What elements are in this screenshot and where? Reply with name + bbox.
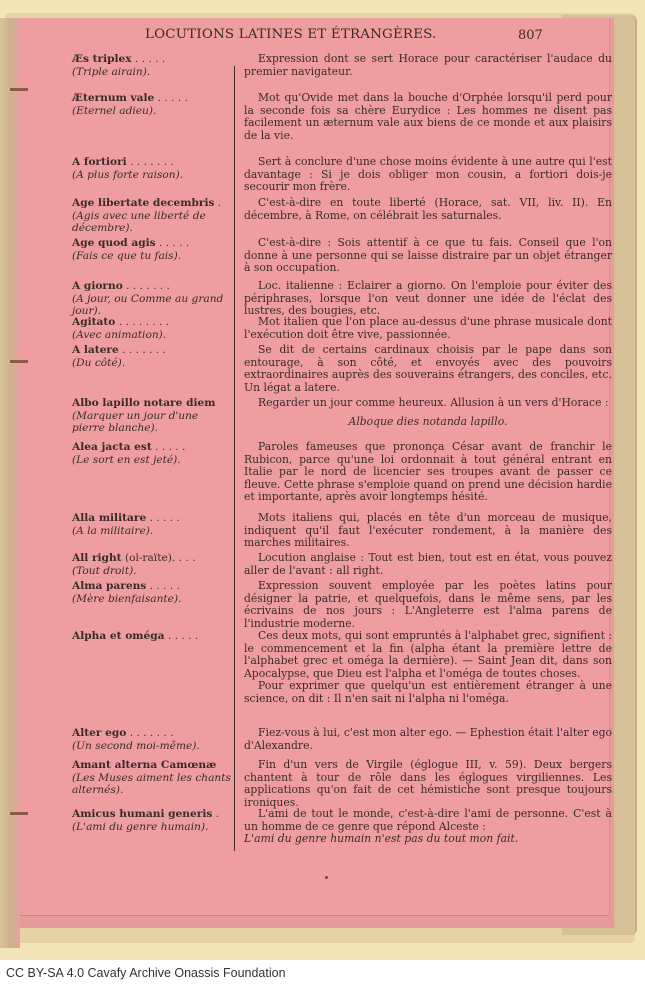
- binding-thread: [10, 88, 28, 91]
- running-header: LOCUTIONS LATINES ET ÉTRANGÈRES.: [145, 27, 437, 42]
- entry-definition: Regarder un jour comme heureux. Allusion à un vers d'Horace : Alboque dies notanda lapillo.: [244, 397, 612, 428]
- ink-speck: [325, 876, 328, 879]
- entry-definition: Ces deux mots, qui sont empruntés à l'alphabet grec, signifient : le commencement et la fin (alpha étant la première lettre de l'alphabet grec et oméga la dernière). — Saint Jean dit, dans son Apocalypse, que Dieu est l'alpha et l'oméga de toutes choses. Pour exprimer que quelqu'un est entièrement étranger à une science, on dit : Il n'en sait ni l'alpha ni l'oméga.: [244, 629, 612, 705]
- entry-definition: Mot italien que l'on place au-dessus d'une phrase musicale dont l'exécution doit être vive, passionnée.: [244, 315, 612, 341]
- entry-term: A giorno . . . . . . . (A jour, ou Comme au grand jour).: [72, 280, 224, 317]
- entry-term: Albo lapillo notare diem (Marquer un jour d'une pierre blanche).: [72, 397, 216, 434]
- entry-term: All right (ol-raïte). . . . (Tout droit).: [72, 552, 196, 577]
- entry-definition: Locution anglaise : Tout est bien, tout est en état, vous pouvez aller de l'avant : all right.: [244, 551, 612, 577]
- binding-thread: [10, 360, 28, 363]
- image-credit: CC BY-SA 4.0 Cavafy Archive Onassis Foundation: [6, 966, 286, 980]
- entry-term: A latere . . . . . . . (Du côté).: [72, 344, 166, 369]
- entry-definition: Expression souvent employée par les poètes latins pour désigner la patrie, et quelquefois, dans le même sens, par les écrivains de nos jours : L'Angleterre est l'alma parens de l'industrie moderne.: [244, 579, 612, 630]
- entry-term: Æternum vale . . . . . (Eternel adieu).: [72, 92, 188, 117]
- entry-definition: Se dit de certains cardinaux choisis par le pape dans son entourage, à son côté, et envoyés avec des pouvoirs extraordinaires auprès des souverains étrangers, des conciles, etc. Un légat a latere.: [244, 343, 612, 394]
- entry-definition: Mot qu'Ovide met dans la bouche d'Orphée lorsqu'il perd pour la seconde fois sa chère Eurydice : Les hommes ne disent pas facilement un æternum vale aux biens de ce monde et aux plaisirs de la vie.: [244, 91, 612, 142]
- binding-thread: [10, 812, 28, 815]
- entry-term: Agitato . . . . . . . . (Avec animation).: [72, 316, 170, 341]
- entry-definition: C'est-à-dire en toute liberté (Horace, sat. VII, liv. II). En décembre, à Rome, on célébrait les saturnales.: [244, 196, 612, 222]
- entry-definition: Paroles fameuses que prononça César avant de franchir le Rubicon, parce qu'une loi ordonnait à tout général entrant en Italie par le nord de licencier ses troupes avant de passer ce fleuve. Cette phrase s'emploie quand on prend une décision hardie et importante, après avoir longtemps hésité.: [244, 440, 612, 504]
- entry-term: Age libertate decembris . (Agis avec une liberté de décembre).: [72, 197, 222, 234]
- column-divider: [234, 66, 235, 851]
- entry-term: Alma parens . . . . . (Mère bienfaisante).: [72, 580, 182, 605]
- entry-definition: Mots italiens qui, placés en tête d'un morceau de musique, indiquent qu'il faut l'exécuter rondement, à la manière des marches militaires.: [244, 511, 612, 550]
- entry-term: Alla militare . . . . . (A la militaire).: [72, 512, 180, 537]
- entry-term: Alter ego . . . . . . . (Un second moi-même).: [72, 727, 200, 752]
- entry-definition: Fin d'un vers de Virgile (églogue III, v. 59). Deux bergers chantent à tour de rôle dans les églogues virgiliennes. Les applications qu'on fait de cet hémistiche sont presque toujours ironiques.: [244, 758, 612, 809]
- entry-definition: Expression dont se sert Horace pour caractériser l'audace du premier navigateur.: [244, 52, 612, 78]
- page-number: 807: [518, 28, 543, 43]
- entry-definition: Sert à conclure d'une chose moins évidente à une autre qui l'est davantage : Si je dois obliger mon cousin, a fortiori dois-je secourir mon frère.: [244, 155, 612, 194]
- entry-term: Age quod agis . . . . . (Fais ce que tu fais).: [72, 237, 190, 262]
- entry-term: A fortiori . . . . . . . (A plus forte raison).: [72, 156, 184, 181]
- entry-definition: Fiez-vous à lui, c'est mon alter ego. — Ephestion était l'alter ego d'Alexandre.: [244, 726, 612, 752]
- verse-quote: L'ami du genre humain n'est pas du tout mon fait.: [244, 832, 519, 846]
- entry-definition: L'ami de tout le monde, c'est-à-dire l'ami de personne. C'est à un homme de ce genre que répond Alceste : L'ami du genre humain n'est pas du tout mon fait.: [244, 807, 612, 846]
- binding-spine: [0, 18, 20, 948]
- entry-definition: Loc. italienne : Eclairer a giorno. On l'emploie pour éviter des périphrases, lorsque l'on veut donner une idée de l'éclat des lustres, des bougies, etc.: [244, 279, 612, 318]
- entry-term: Alpha et oméga . . . . .: [72, 630, 199, 642]
- entry-term: Æs triplex . . . . . (Triple airain).: [72, 53, 166, 78]
- entry-definition: C'est-à-dire : Sois attentif à ce que tu fais. Conseil que l'on donne à une personne qui se laisse distraire par un objet étranger à son occupation.: [244, 236, 612, 275]
- verse-quote: Alboque dies notanda lapillo.: [348, 414, 508, 428]
- entry-term: Alea jacta est . . . . . (Le sort en est jeté).: [72, 441, 186, 466]
- entry-term: Amicus humani generis . (L'ami du genre humain).: [72, 808, 220, 833]
- entry-term: Amant alterna Camœnæ (Les Muses aiment les chants alternés).: [72, 759, 231, 796]
